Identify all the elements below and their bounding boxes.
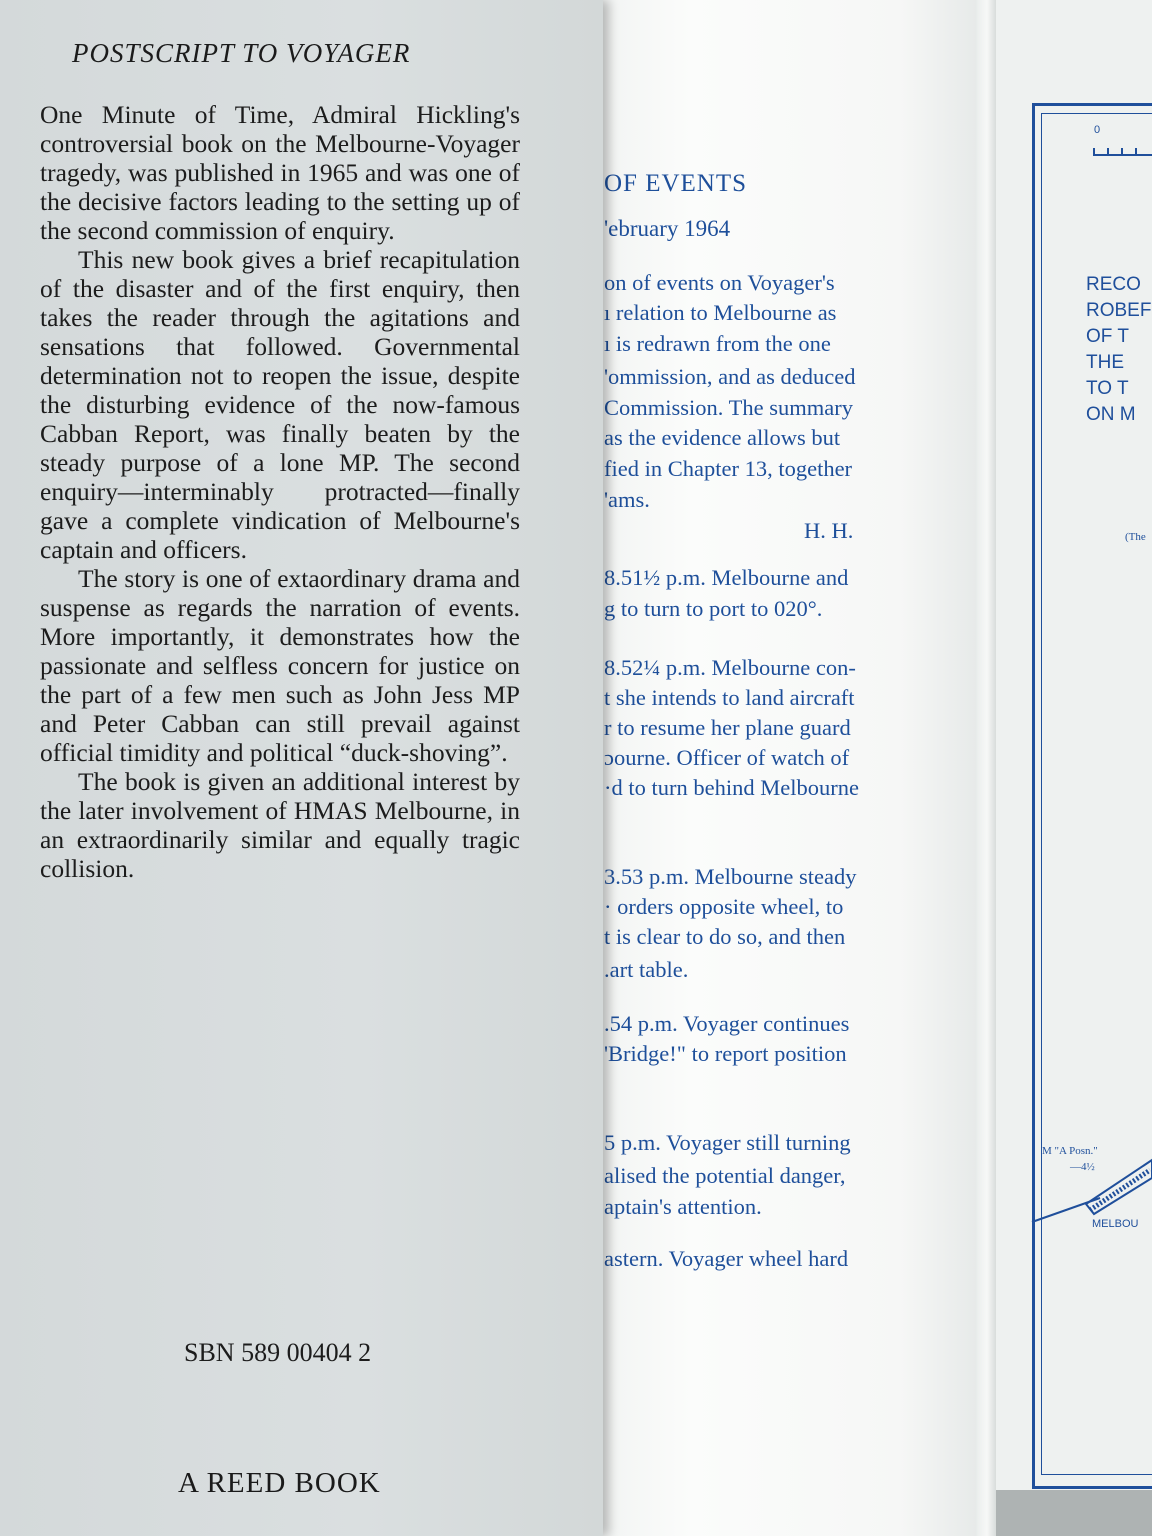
flap-blurb — [40, 100, 520, 883]
map-title-line-5: TO T — [1086, 378, 1129, 399]
page-line: g to turn to port to 020°. — [604, 596, 823, 621]
map-title-line-2: ROBEF — [1086, 300, 1152, 321]
page-line: .54 p.m. Voyager continues — [604, 1011, 850, 1036]
page-signature: H. H. — [804, 518, 854, 543]
page-line: .art table. — [604, 957, 689, 982]
page-line: as the evidence allows but — [604, 425, 841, 450]
page-line: t is clear to do so, and then — [604, 924, 846, 949]
blurb-paragraph: This new book gives a brief recapitulation of the disaster and of the first enquiry, then takes the reader through the agitations and sensations that followed. Governmental determination not to reopen the issue, despite the disturbing evidence of the now-famous Cabban Report, was finally beaten by the steady purpose of a lone MP. The second enquiry—interminably protracted—finally gave a complete vindication of Melbourne's captain and officers. — [40, 245, 520, 564]
page-line: 3.53 p.m. Melbourne steady — [604, 864, 857, 889]
page-heading: OF EVENTS — [604, 170, 748, 197]
page-line: t she intends to land aircraft — [604, 685, 855, 710]
page-line: alised the potential danger, — [604, 1163, 846, 1188]
map-title-line-3: OF T — [1086, 326, 1129, 347]
isbn-number: SBN 589 00404 2 — [184, 1338, 372, 1367]
map-scale-bar — [1093, 148, 1152, 156]
page-line: aptain's attention. — [604, 1194, 762, 1219]
map-ship-label: MELBOU — [1092, 1218, 1139, 1230]
page-line: ɔourne. Officer of watch of — [604, 745, 850, 770]
page-line: fied in Chapter 13, together — [604, 456, 853, 481]
map-title-line-6: ON M — [1086, 404, 1136, 425]
page-line: ı relation to Melbourne as — [604, 300, 837, 325]
page-line: on of events on Voyager's — [604, 270, 835, 295]
publisher-imprint: A REED BOOK — [178, 1467, 381, 1499]
blurb-paragraph: The book is given an additional interest by the later involvement of HMAS Melbourne, in an extraordinarily similar and equally tragic collision. — [40, 767, 520, 883]
page-line: 8.51½ p.m. Melbourne and — [604, 565, 849, 590]
map-position-label: M "A Posn." — [1042, 1145, 1098, 1157]
page-line: r to resume her plane guard — [604, 715, 851, 740]
page-line: 5 p.m. Voyager still turning — [604, 1130, 851, 1155]
map-title-line-4: THE — [1086, 352, 1124, 373]
page-line: 8.52¼ p.m. Melbourne con- — [604, 655, 856, 680]
page-line: astern. Voyager wheel hard — [604, 1246, 849, 1271]
map-note: (The — [1125, 531, 1146, 543]
page-line: · orders opposite wheel, to — [604, 894, 844, 919]
page-line: 'ommission, and as deduced — [604, 364, 856, 389]
page-line: ı is redrawn from the one — [604, 331, 831, 356]
table-surface — [990, 1490, 1152, 1536]
flap-title: POSTSCRIPT TO VOYAGER — [72, 38, 411, 68]
page-date: 'ebruary 1964 — [604, 216, 731, 241]
blurb-paragraph: The story is one of extaordinary drama and suspense as regards the narration of events. More importantly, it demonstrates how the passionate and selfless concern for justice on the part of a few men such as John Jess MP and Peter Cabban can still prevail against official timidity and political “duck-shoving”. — [40, 564, 520, 767]
scale-zero-label: 0 — [1094, 124, 1101, 136]
map-panel — [990, 0, 1152, 1536]
page-line: 'ams. — [604, 487, 650, 512]
blurb-paragraph: One Minute of Time, Admiral Hickling's controversial book on the Melbourne-Voyager tragedy, was published in 1965 and was one of the decisive factors leading to the setting up of the second commission of enquiry. — [40, 100, 520, 245]
endpaper-page — [596, 0, 976, 1536]
page-line: ·d to turn behind Melbourne — [604, 775, 859, 800]
map-title-line-1: RECO — [1086, 274, 1141, 295]
page-line: Commission. The summary — [604, 395, 853, 420]
map-position-value: —4½ — [1070, 1161, 1095, 1173]
page-line: 'Bridge!" to report position — [604, 1041, 847, 1066]
